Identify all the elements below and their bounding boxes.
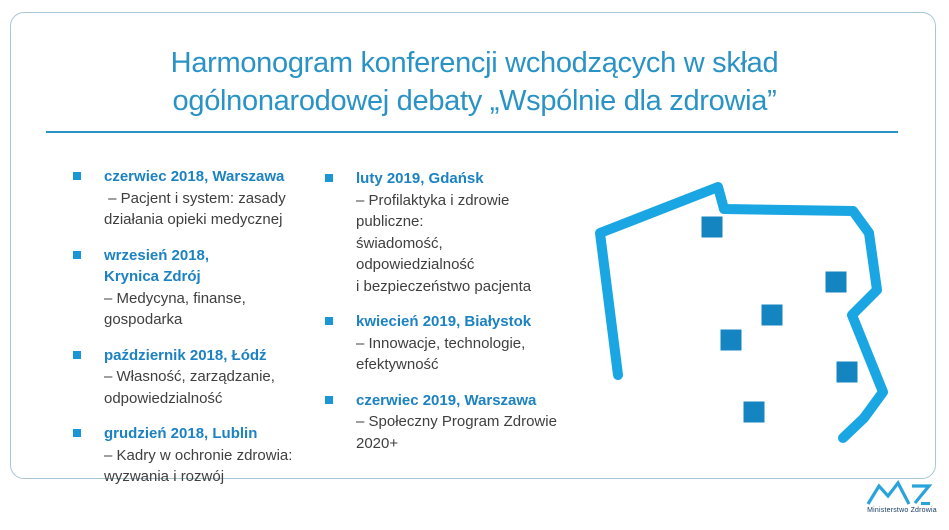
poland-border-outline xyxy=(600,187,883,438)
city-marker-icon xyxy=(837,362,858,383)
schedule-item-date-city: luty 2019, Gdańsk xyxy=(356,170,484,187)
slide-title-line-1: Harmonogram konferencji wchodzących w skład xyxy=(170,47,779,79)
schedule-item-content xyxy=(356,390,557,455)
schedule-item xyxy=(73,423,313,488)
schedule-item-content xyxy=(356,311,531,376)
slide-title xyxy=(40,44,909,120)
city-marker-icon xyxy=(744,402,765,423)
schedule-item xyxy=(325,390,575,455)
schedule-item-date-city: październik 2018, Łódź xyxy=(104,346,267,364)
schedule-item-description: – Własność, zarządzanie, odpowiedzialność xyxy=(104,368,275,407)
bullet-square-icon xyxy=(73,251,81,259)
bullet-square-icon xyxy=(73,351,81,359)
poland-outline-map xyxy=(585,175,949,455)
bullet-square-icon xyxy=(325,317,333,325)
schedule-item-content xyxy=(104,245,246,331)
city-marker-icon xyxy=(762,305,783,326)
schedule-item-date-city: wrzesień 2018, Krynica Zdrój xyxy=(104,246,210,285)
city-marker-icon xyxy=(702,217,723,238)
bullet-square-icon xyxy=(73,429,81,437)
schedule-item xyxy=(325,168,575,297)
city-marker-icon xyxy=(826,272,847,293)
mz-logo-icon xyxy=(865,479,939,506)
title-underline xyxy=(46,131,898,133)
schedule-item-description: – Kadry w ochronie zdrowia: wyzwania i rozwój xyxy=(104,446,293,485)
schedule-item-content xyxy=(104,345,275,410)
schedule-item-description: – Pacjent i system: zasady działania opieki medycznej xyxy=(104,189,286,228)
schedule-item-content xyxy=(104,423,292,488)
schedule-item-description: – Medycyna, finanse, gospodarka xyxy=(104,289,246,328)
bullet-square-icon xyxy=(73,172,81,180)
schedule-item-date-city: czerwiec 2018, Warszawa xyxy=(104,168,285,185)
schedule-item-content xyxy=(356,168,531,297)
schedule-item xyxy=(325,311,575,376)
schedule-item xyxy=(73,345,313,410)
schedule-item-description: – Społeczny Program Zdrowie 2020+ xyxy=(356,413,557,452)
city-marker-icon xyxy=(721,330,742,351)
schedule-item xyxy=(73,166,313,231)
schedule-column-right xyxy=(325,168,575,468)
ministry-of-health-logo xyxy=(862,479,942,514)
schedule-item-description: – Profilaktyka i zdrowie publiczne: świadomość, odpowiedzialność i bezpieczeństwo pacjenta xyxy=(356,191,532,295)
schedule-item-date-city: czerwiec 2019, Warszawa xyxy=(356,391,537,409)
schedule-item-date-city: kwiecień 2019, Białystok xyxy=(356,313,532,330)
schedule-item-description: – Innowacje, technologie, efektywność xyxy=(356,334,526,373)
bullet-square-icon xyxy=(325,396,333,404)
bullet-square-icon xyxy=(325,174,333,182)
slide-title-line-2: ogólnonarodowej debaty „Wspólnie dla zdrowia” xyxy=(172,85,777,117)
schedule-item-date-city: grudzień 2018, Lublin xyxy=(104,425,258,442)
ministry-of-health-logo-text: Ministerstwo Zdrowia xyxy=(867,507,937,514)
schedule-item xyxy=(73,245,313,331)
schedule-item-content xyxy=(104,166,286,231)
schedule-column-left xyxy=(73,166,313,502)
